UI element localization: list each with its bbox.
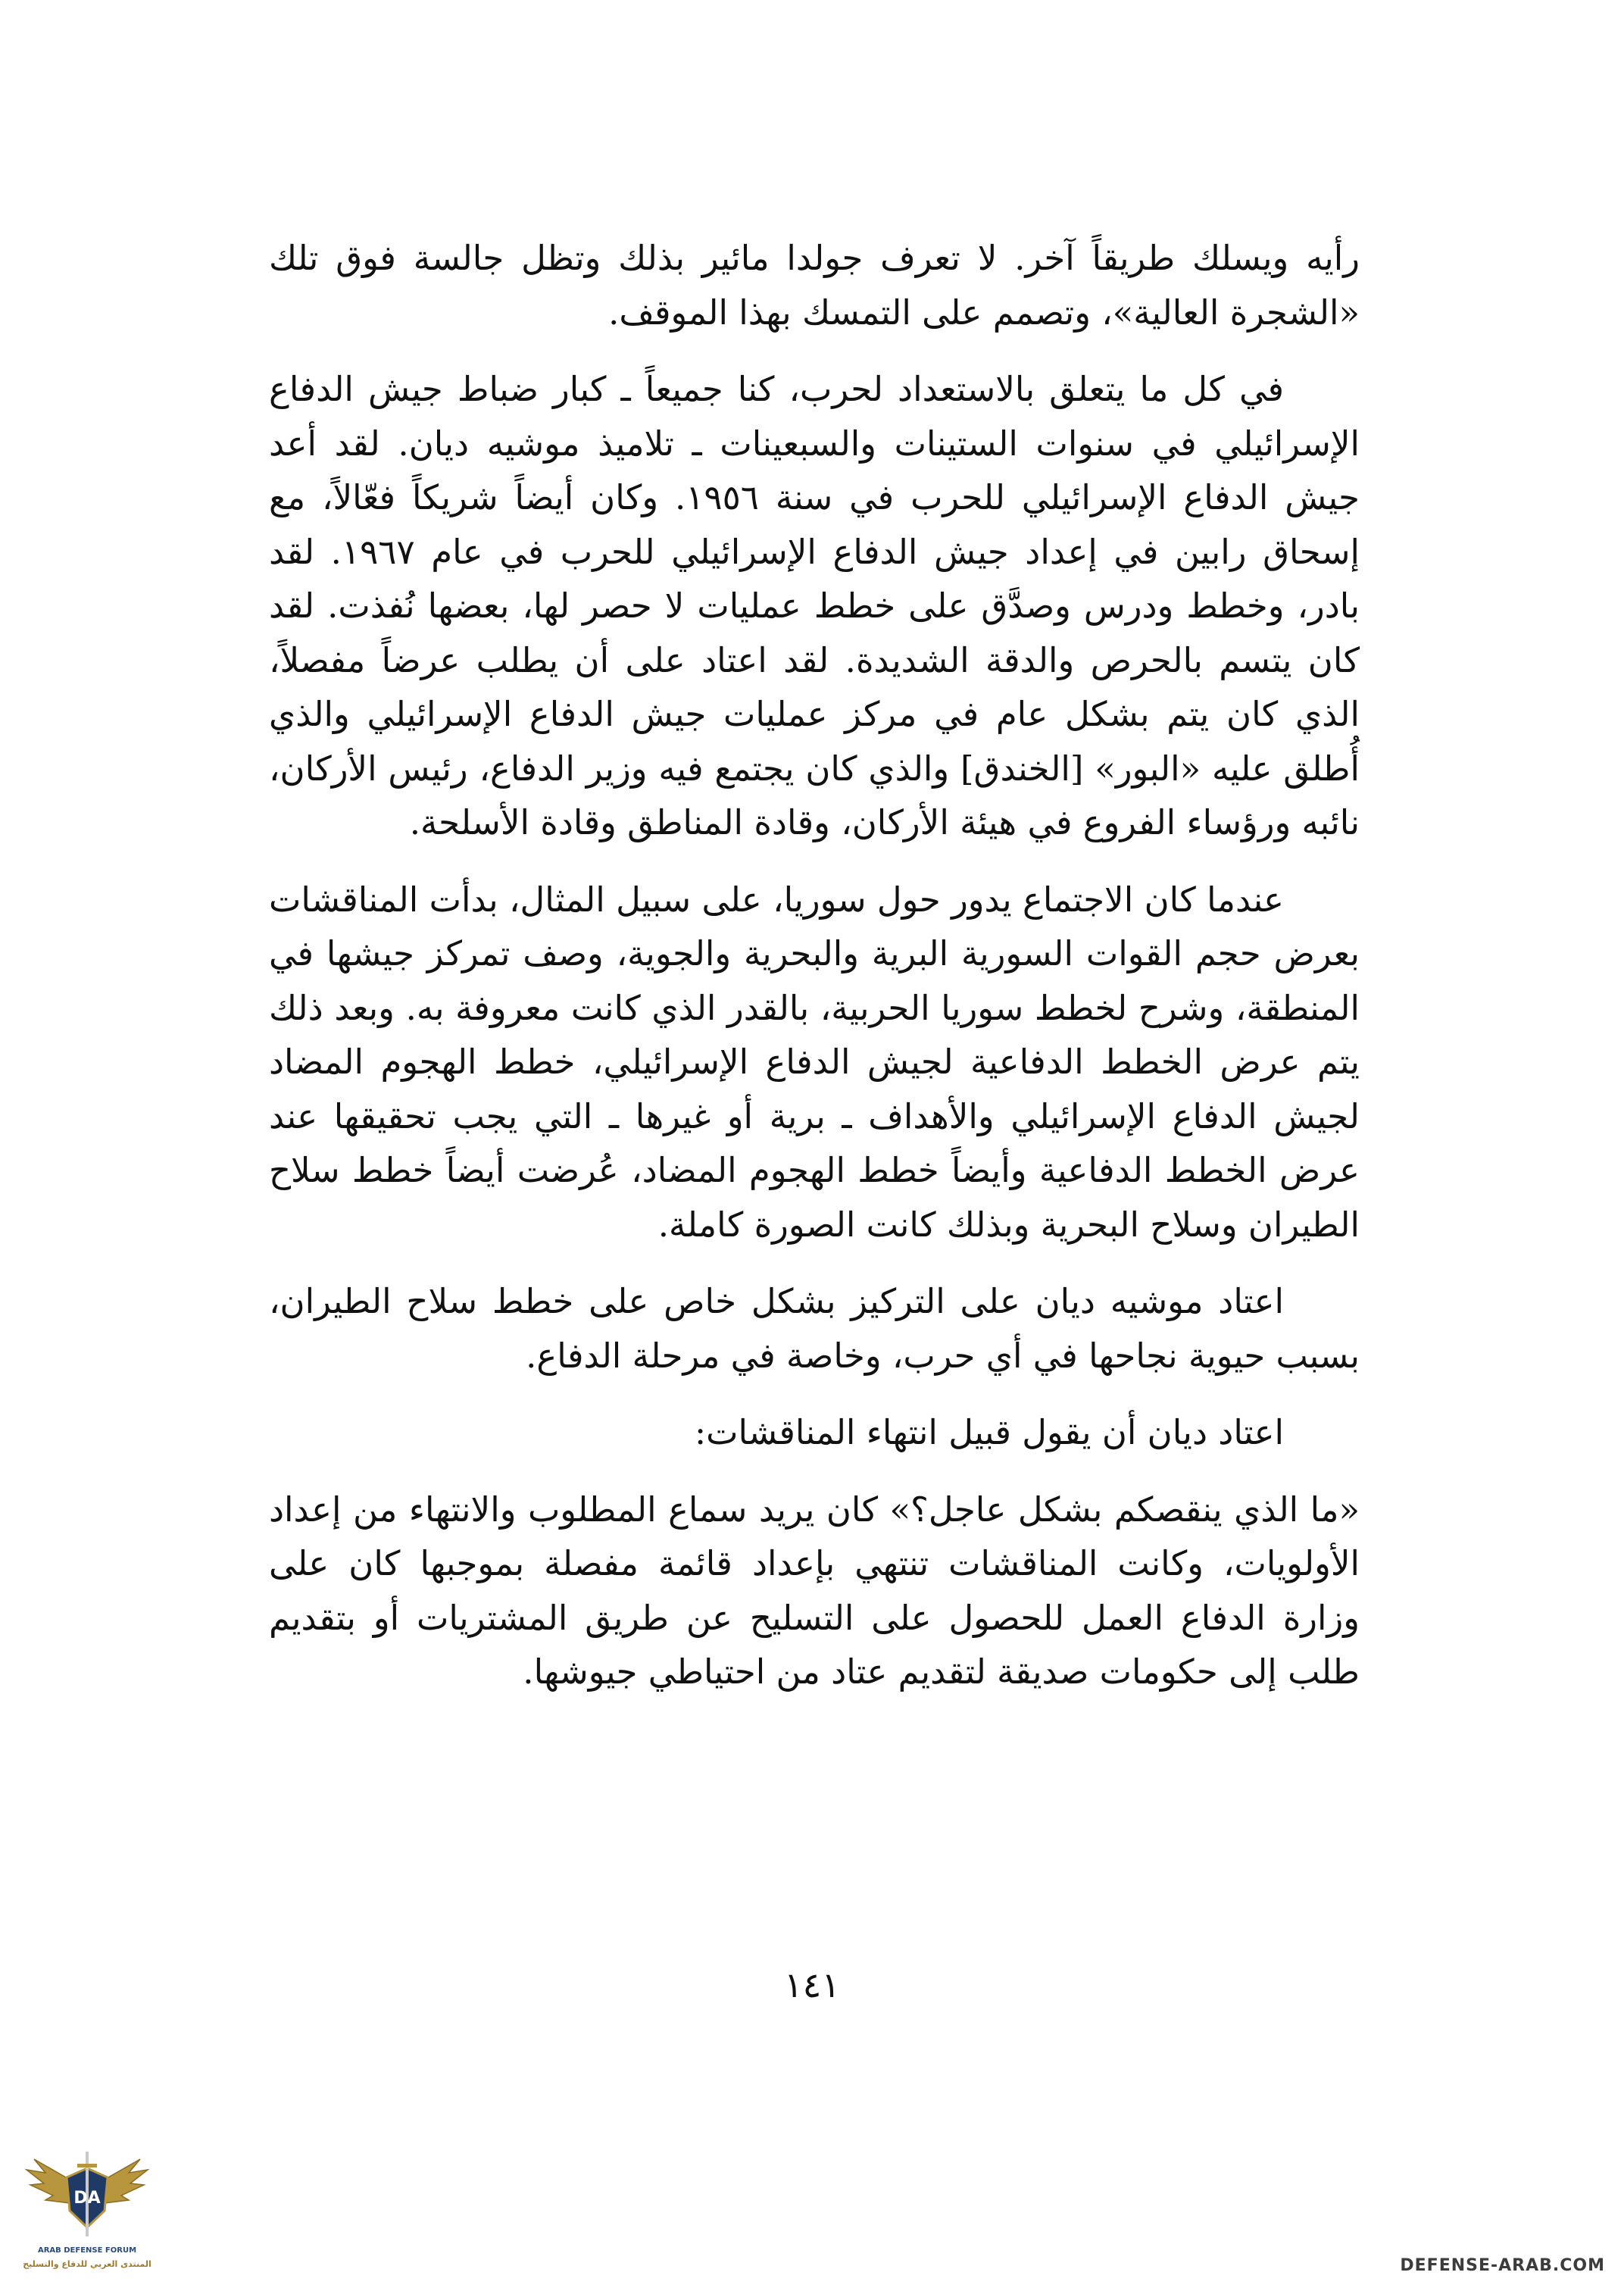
paragraph-1: رأيه ويسلك طريقاً آخر. لا تعرف جولدا مائير بذلك وتظل جالسة فوق تلك «الشجرة العالية»، وتصمم على التمسك بهذا الموقف. xyxy=(269,238,1360,333)
paragraph-2: في كل ما يتعلق بالاستعداد لحرب، كنا جميعاً ـ كبار ضباط جيش الدفاع الإسرائيلي في سنوات الستينات والسبعينات ـ تلاميذ موشيه ديان. لقد أعد جيش الدفاع الإسرائيلي للحرب في سنة ١٩٥٦. وكان أيضاً شريكاً فعّالاً، مع إسحاق رابين في إعداد جيش الدفاع الإسرائيلي للحرب في عام ١٩٦٧. لقد بادر، وخطط ودرس وصدَّق على خطط عمليات لا حصر لها، بعضها نُفذت. لقد كان يتسم بالحرص والدقة الشديدة. لقد اعتاد على أن يطلب عرضاً مفصلاً، الذي كان يتم بشكل عام في مركز عمليات جيش الدفاع الإسرائيلي والذي أُطلق عليه «البور» [الخندق] والذي كان يجتمع فيه وزير الدفاع، رئيس الأركان، نائبه ورؤساء الفروع في هيئة الأركان، وقادة المناطق وقادة الأسلحة. xyxy=(269,369,1360,842)
paragraph-3: عندما كان الاجتماع يدور حول سوريا، على سبيل المثال، بدأت المناقشات بعرض حجم القوات السورية البرية والبحرية والجوية، وصف تمركز جيشها في المنطقة، وشرح لخطط سوريا الحربية، بالقدر الذي كانت معروفة به. وبعد ذلك يتم عرض الخطط الدفاعية لجيش الدفاع الإسرائيلي، خطط الهجوم المضاد لجيش الدفاع الإسرائيلي والأهداف ـ برية أو غيرها ـ التي يجب تحقيقها عند عرض الخطط الدفاعية وأيضاً خطط الهجوم المضاد، عُرضت أيضاً خطط سلاح الطيران وسلاح البحرية وبذلك كانت الصورة كاملة. xyxy=(269,879,1360,1245)
paragraph-4: اعتاد موشيه ديان على التركيز بشكل خاص على خطط سلاح الطيران، بسبب حيوية نجاحها في أي حرب، وخاصة في مرحلة الدفاع. xyxy=(269,1281,1360,1376)
page-number: ١٤١ xyxy=(783,1964,841,2005)
site-watermark: DEFENSE-ARAB.COM xyxy=(1400,2256,1605,2275)
logo-name-english: ARAB DEFENSE FORUM xyxy=(37,2246,137,2255)
paragraph-6: «ما الذي ينقصكم بشكل عاجل؟» كان يريد سماع المطلوب والانتهاء من إعداد الأولويات، وكانت المناقشات تنتهي بإعداد قائمة مفصلة بموجبها كان على وزارة الدفاع العمل للحصول على التسليح عن طريق المشتريات أو بتقديم طلب إلى حكومات صديقة لتقديم عتاد من احتياطي جيوشها. xyxy=(269,1489,1360,1692)
book-page-body xyxy=(269,231,1360,1722)
paragraph-5: اعتاد ديان أن يقول قبيل انتهاء المناقشات: xyxy=(695,1412,1284,1452)
logo-name-arabic: المنتدى العربي للدفاع والتسليح xyxy=(23,2259,151,2269)
logo-emblem-icon xyxy=(23,2136,151,2246)
arab-defense-forum-logo xyxy=(23,2136,151,2288)
logo-initials: DA xyxy=(73,2189,101,2208)
